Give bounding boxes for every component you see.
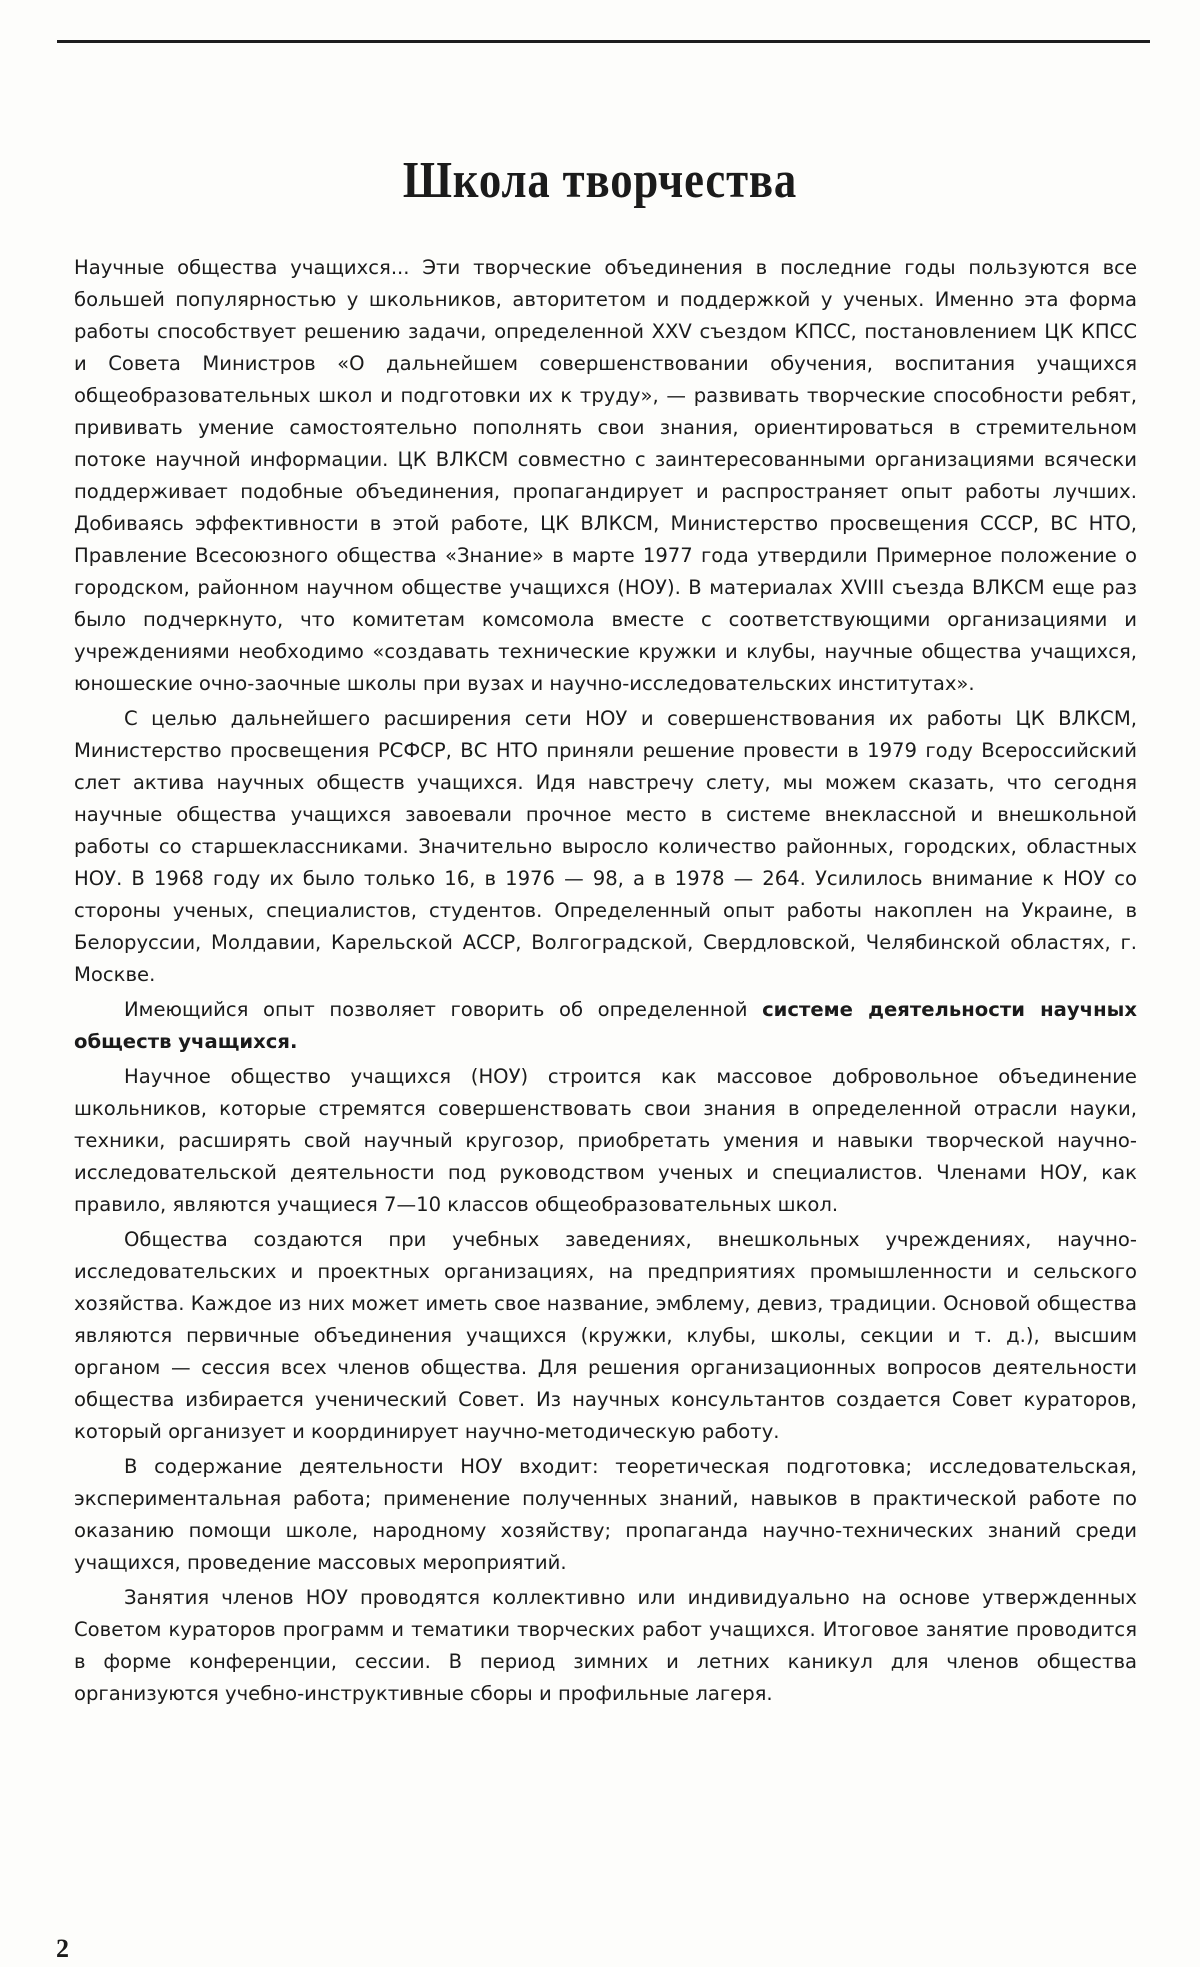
paragraph-7-text: Занятия членов НОУ проводятся коллективно или индивидуально на основе утвержденных Советом кураторов программ и тематики творческих работ учащихся. Итоговое занятие проводится в форме конференции, сессии. В период зимних и летних каникул для членов общества организуются учебно-инструктивные сборы и профильные лагеря. (74, 1586, 1137, 1705)
paragraph-1-text: Научные общества учащихся... Эти творческие объединения в последние годы пользуются все большей популярностью у школьников, авторитетом и поддержкой у ученых. Именно эта форма работы способствует решению задачи, определенной XXV съездом КПСС, постановлением ЦК КПСС и Совета Министров «О дальнейшем совершенствовании обучения, воспитания учащихся общеобразовательных школ и подготовки их к труду», — развивать творческие способности ребят, прививать умение самостоятельно пополнять свои знания, ориентироваться в стремительном потоке научной информации. ЦК ВЛКСМ совместно с заинтересованными организациями всячески поддерживает подобные объединения, пропагандирует и распространяет опыт работы лучших. Добиваясь эффективности в этой работе, ЦК ВЛКСМ, Министерство просвещения СССР, ВС НТО, Правление Всесоюзного общества «Знание» в марте 1977 года утвердили Примерное положение о городском, районном научном обществе учащихся (НОУ). В материалах XVIII съезда ВЛКСМ еще раз было подчеркнуто, что комитетам комсомола вместе с соответствующими организациями и учреждениями необходимо «создавать технические кружки и клубы, научные общества учащихся, юношеские очно-заочные школы при вузах и научно-исследовательских институтах». (74, 256, 1137, 695)
top-rule (57, 40, 1150, 43)
paragraph-1 (74, 252, 1137, 700)
paragraph-5-text: Общества создаются при учебных заведениях, внешкольных учреждениях, научно-исследовательских и проектных организациях, на предприятиях промышленности и сельского хозяйства. Каждое из них может иметь свое название, эмблему, девиз, традиции. Основой общества являются первичные объединения учащихся (кружки, клубы, школы, секции и т. д.), высшим органом — сессия всех членов общества. Для решения организационных вопросов деятельности общества избирается ученический Совет. Из научных консультантов создается Совет кураторов, который организует и координирует научно-методическую работу. (74, 1228, 1137, 1443)
paragraph-3 (74, 994, 1137, 1058)
article-title: Школа творчества (402, 151, 798, 209)
paragraph-4-text: Научное общество учащихся (НОУ) строится как массовое добровольное объединение школьников, которые стремятся совершенствовать свои знания в определенной отрасли науки, техники, расширять свой научный кругозор, приобретать умения и навыки творческой научно-исследовательской деятельности под руководством ученых и специалистов. Членами НОУ, как правило, являются учащиеся 7—10 классов общеобразовательных школ. (74, 1065, 1137, 1216)
paragraph-6 (74, 1451, 1137, 1579)
article-body (74, 252, 1137, 1710)
paragraph-3-text: Имеющийся опыт позволяет говорить об определенной (124, 998, 763, 1021)
paragraph-2-text: С целью дальнейшего расширения сети НОУ и совершенствования их работы ЦК ВЛКСМ, Министерство просвещения РСФСР, ВС НТО приняли решение провести в 1979 году Всероссийский слет актива научных обществ учащихся. Идя навстречу слету, мы можем сказать, что сегодня научные общества учащихся завоевали прочное место в системе внеклассной и внешкольной работы со старшеклассниками. Значительно выросло количество районных, городских, областных НОУ. В 1968 году их было только 16, в 1976 — 98, а в 1978 — 264. Усилилось внимание к НОУ со стороны ученых, специалистов, студентов. Определенный опыт работы накоплен на Украине, в Белоруссии, Молдавии, Карельской АССР, Волгоградской, Свердловской, Челябинской областях, г. Москве. (74, 707, 1137, 986)
page-number: 2 (56, 1934, 69, 1963)
paragraph-3-emphasis: системе деятельности научных обществ учащихся. (74, 998, 1137, 1053)
paragraph-5 (74, 1224, 1137, 1448)
paragraph-2 (74, 703, 1137, 991)
paragraph-6-text: В содержание деятельности НОУ входит: теоретическая подготовка; исследовательская, экспериментальная работа; применение полученных знаний, навыков в практической работе по оказанию помощи школе, народному хозяйству; пропаганда научно-технических знаний среди учащихся, проведение массовых мероприятий. (74, 1455, 1137, 1574)
paragraph-7 (74, 1582, 1137, 1710)
paragraph-4 (74, 1061, 1137, 1221)
